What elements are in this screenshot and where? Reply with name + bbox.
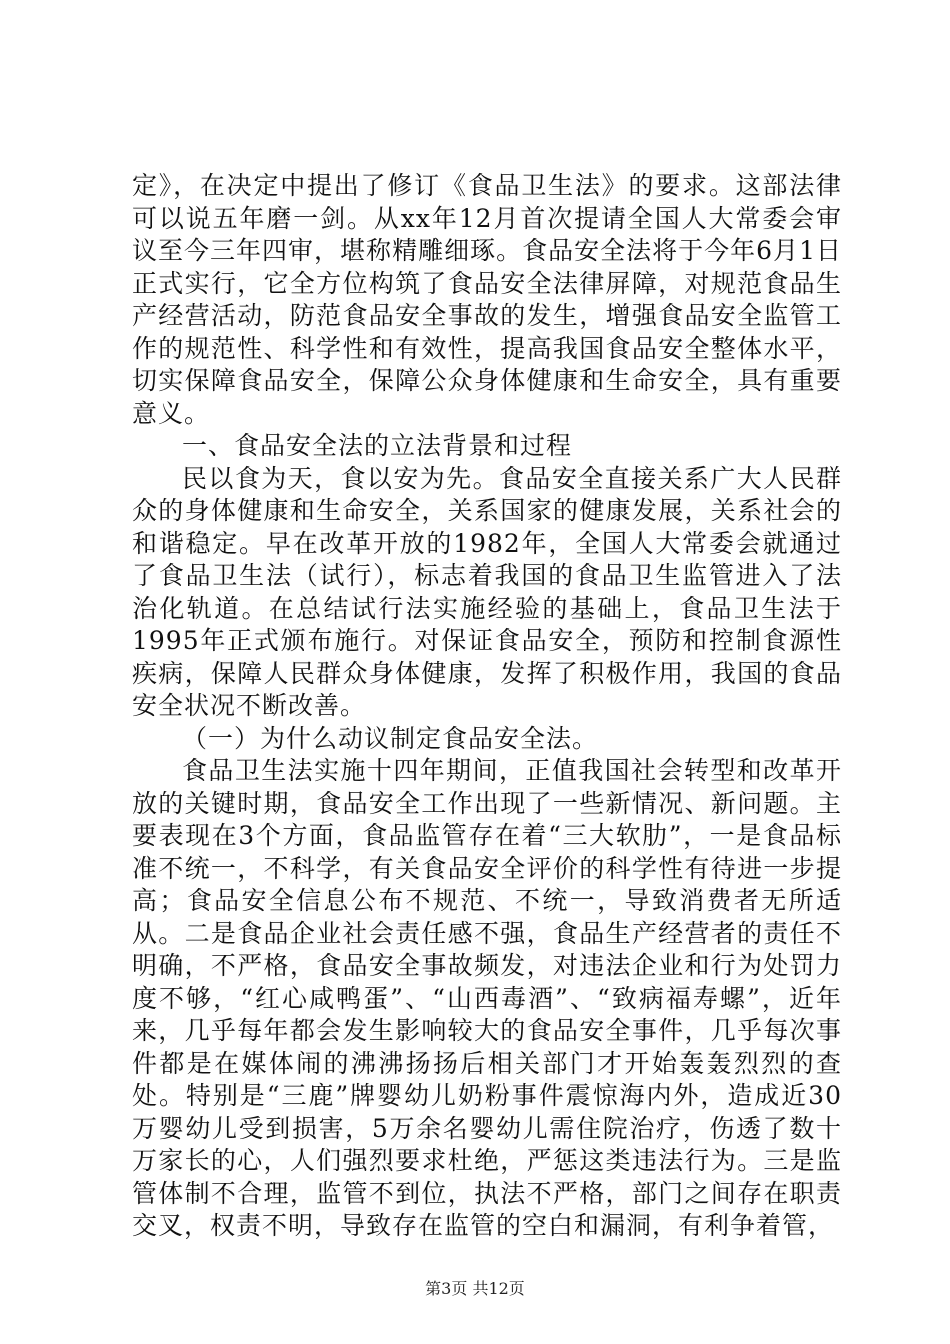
document-body: [132, 170, 842, 1243]
paragraph-reasons: 食品卫生法实施十四年期间，正值我国社会转型和改革开放的关键时期，食品安全工作出现了一些新情况、新问题。主要表现在3个方面，食品监管存在着“三大软肋”，一是食品标准不统一，不科学，有关食品安全评价的科学性有待进一步提高；食品安全信息公布不规范、不统一，导致消费者无所适从。二是食品企业社会责任感不强，食品生产经营者的责任不明确，不严格，食品安全事故频发，对违法企业和行为处罚力度不够，“红心咸鸭蛋”、“山西毒酒”、“致病福寿螺”，近年来，几乎每年都会发生影响较大的食品安全事件，几乎每次事件都是在媒体闹的沸沸扬扬后相关部门才开始轰轰烈烈的查处。特别是“三鹿”牌婴幼儿奶粉事件震惊海内外，造成近30万婴幼儿受到损害，5万余名婴幼儿需住院治疗，伤透了数十万家长的心，人们强烈要求杜绝，严惩这类违法行为。三是监管体制不合理，监管不到位，执法不严格，部门之间存在职责交叉，权责不明，导致存在监管的空白和漏洞，有利争着管，: [132, 756, 842, 1240]
section-heading: 一、食品安全法的立法背景和过程: [182, 431, 573, 460]
paragraph-continuation: 定》，在决定中提出了修订《食品卫生法》的要求。这部法律可以说五年磨一剑。从xx年12月首次提请全国人大常委会审议至今三年四审，堪称精雕细琢。食品安全法将于今年6月1日正式实行，它全方位构筑了食品安全法律屏障，对规范食品生产经营活动，防范食品安全事故的发生，增强食品安全监管工作的规范性、科学性和有效性，提高我国食品安全整体水平，切实保障食品安全，保障公众身体健康和生命安全，具有重要意义。: [132, 171, 842, 428]
paragraph-background: 民以食为天，食以安为先。食品安全直接关系广大人民群众的身体健康和生命安全，关系国家的健康发展，关系社会的和谐稳定。早在改革开放的1982年，全国人大常委会就通过了食品卫生法（试行），标志着我国的食品卫生监管进入了法治化轨道。在总结试行法实施经验的基础上，食品卫生法于1995年正式颁布施行。对保证食品安全，预防和控制食源性疾病，保障人民群众身体健康，发挥了积极作用，我国的食品安全状况不断改善。: [132, 463, 842, 720]
page-number-footer: 第3页 共12页: [425, 1279, 525, 1298]
subsection-heading: （一）为什么动议制定食品安全法。: [182, 723, 599, 753]
